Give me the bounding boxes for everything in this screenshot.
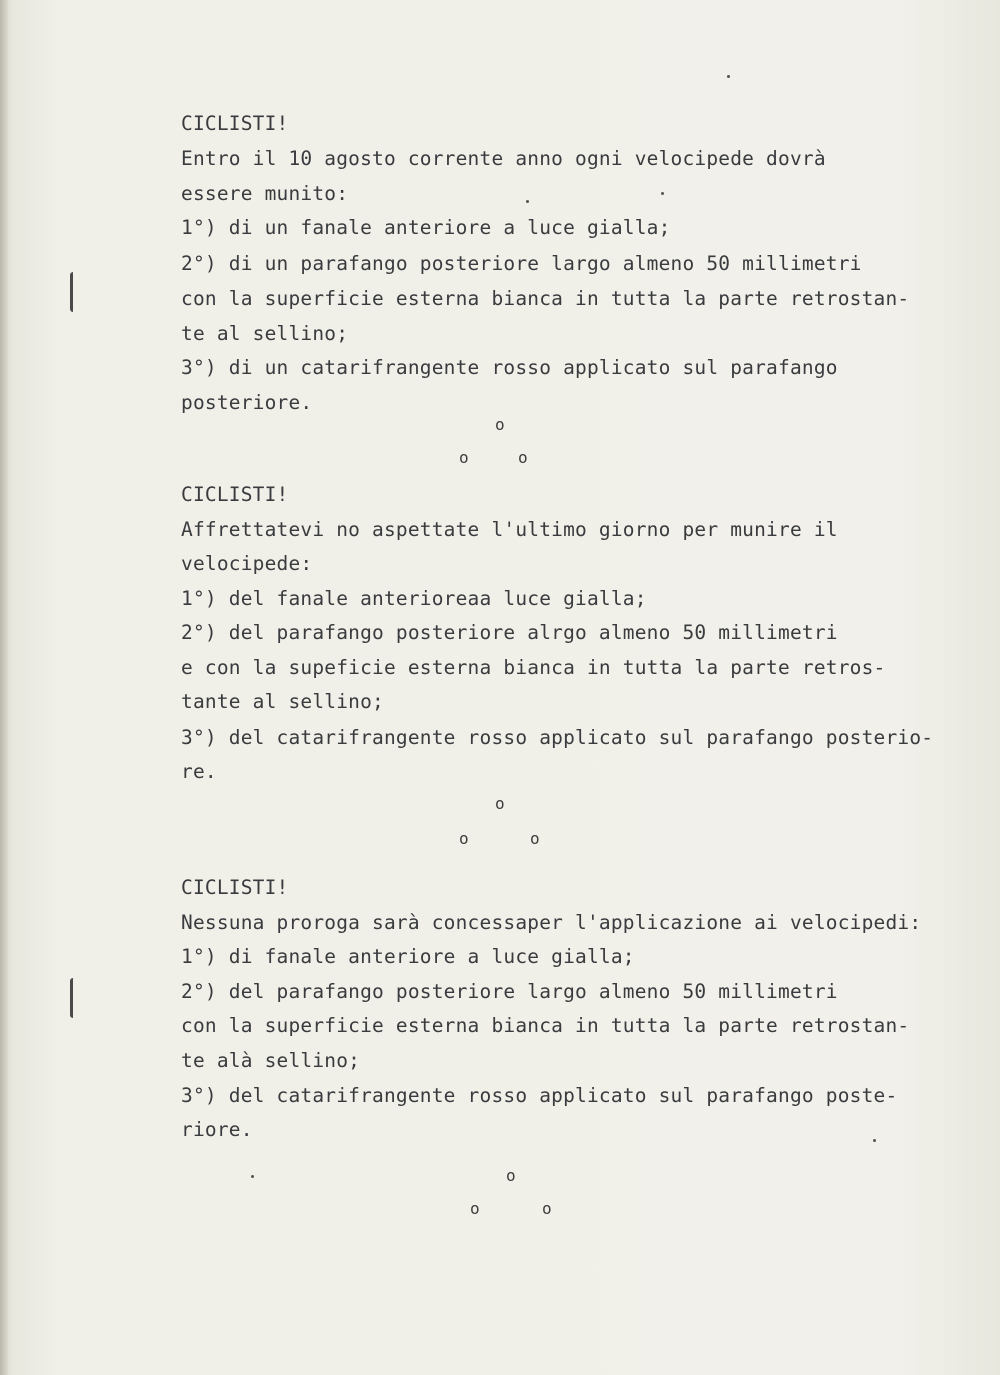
text-line: tante al sellino; bbox=[181, 690, 384, 713]
text-line: 3°) del catarifrangente rosso applicato sul parafango posterio- bbox=[181, 726, 934, 749]
paper-speck bbox=[727, 75, 730, 78]
separator-mark: o bbox=[495, 415, 505, 434]
text-line: 1°) di fanale anteriore a luce gialla; bbox=[181, 945, 635, 968]
text-line: posteriore. bbox=[181, 391, 313, 414]
paper-speck bbox=[251, 1175, 254, 1178]
separator-mark: o bbox=[542, 1199, 552, 1218]
separator-mark: o bbox=[506, 1166, 516, 1185]
text-line: e con la supeficie esterna bianca in tutta la parte retros- bbox=[181, 656, 886, 679]
text-line: te alà sellino; bbox=[181, 1049, 361, 1072]
section-heading: CICLISTI! bbox=[181, 876, 289, 899]
text-line: con la superficie esterna bianca in tutta la parte retrostan- bbox=[181, 287, 910, 310]
text-line: 1°) del fanale anterioreaa luce gialla; bbox=[181, 587, 647, 610]
section-heading: CICLISTI! bbox=[181, 483, 289, 506]
text-line: riore. bbox=[181, 1118, 253, 1141]
separator-mark: o bbox=[459, 448, 469, 467]
text-line: 2°) del parafango posteriore largo almeno 50 millimetri bbox=[181, 980, 838, 1003]
text-line: 2°) di un parafango posteriore largo almeno 50 millimetri bbox=[181, 252, 862, 275]
text-line: Affrettatevi no aspettate l'ultimo giorno per munire il bbox=[181, 518, 838, 541]
separator-mark: o bbox=[470, 1199, 480, 1218]
page-left-edge bbox=[0, 0, 8, 1375]
text-line: 3°) di un catarifrangente rosso applicato sul parafango bbox=[181, 356, 838, 379]
separator-mark: o bbox=[495, 794, 505, 813]
text-line: te al sellino; bbox=[181, 322, 349, 345]
paper-speck bbox=[661, 192, 664, 195]
text-line: re. bbox=[181, 760, 217, 783]
separator-mark: o bbox=[459, 829, 469, 848]
binding-mark-bottom bbox=[70, 978, 79, 1018]
text-line: 1°) di un fanale anteriore a luce gialla; bbox=[181, 216, 671, 239]
text-line: velocipede: bbox=[181, 552, 313, 575]
text-line: essere munito: bbox=[181, 182, 349, 205]
text-line: 2°) del parafango posteriore alrgo almeno 50 millimetri bbox=[181, 621, 838, 644]
text-line: Nessuna proroga sarà concessaper l'applicazione ai velocipedi: bbox=[181, 911, 922, 934]
paper-speck bbox=[526, 200, 529, 203]
binding-mark-top bbox=[70, 272, 79, 312]
text-line: 3°) del catarifrangente rosso applicato sul parafango poste- bbox=[181, 1084, 898, 1107]
text-line: con la superficie esterna bianca in tutta la parte retrostan- bbox=[181, 1014, 910, 1037]
separator-mark: o bbox=[530, 829, 540, 848]
separator-mark: o bbox=[518, 448, 528, 467]
section-heading: CICLISTI! bbox=[181, 112, 289, 135]
paper-speck bbox=[873, 1139, 876, 1142]
text-line: Entro il 10 agosto corrente anno ogni velocipede dovrà bbox=[181, 147, 826, 170]
